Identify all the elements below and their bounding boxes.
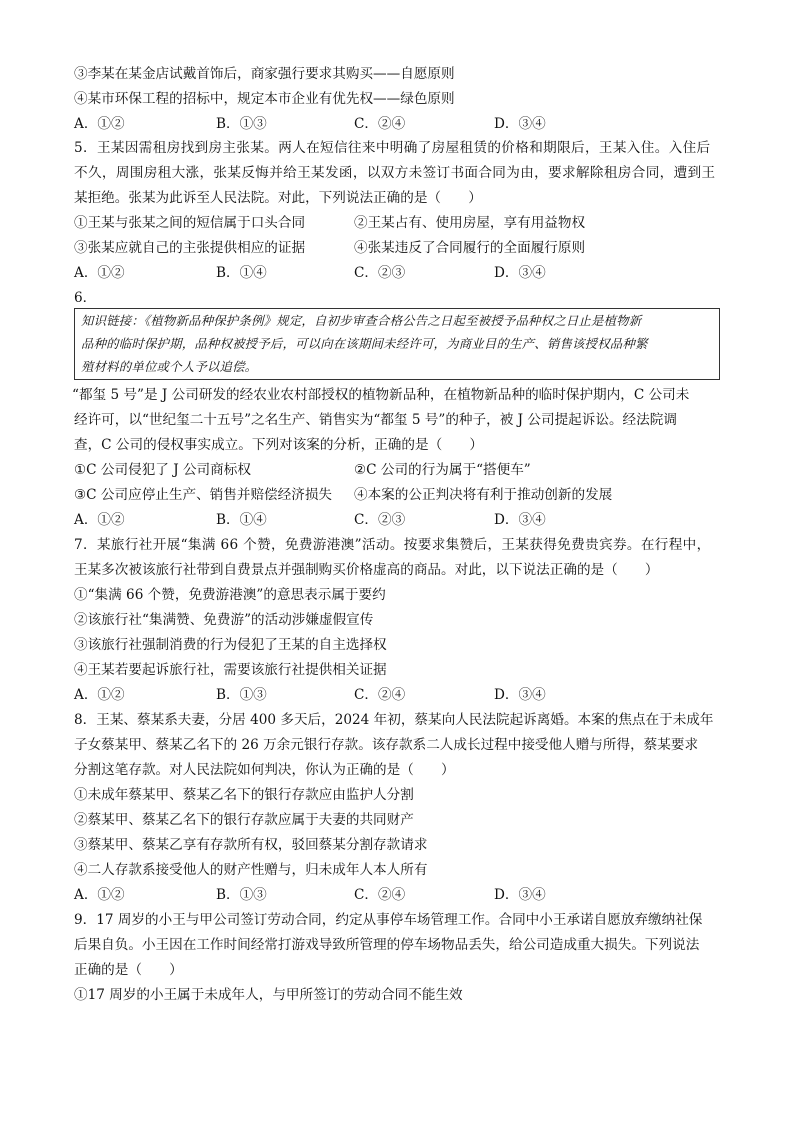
choice-c: C．②④ — [354, 887, 406, 903]
choice-d: D．③④ — [494, 265, 546, 281]
q5-option-4: ④张某违反了合同履行的全面履行原则 — [354, 240, 586, 256]
q8-stem-line-2: 子女蔡某甲、蔡某乙名下的 26 万余元银行存款。该存款系二人成长过程中接受他人赠与所得，蔡某要求 — [74, 737, 699, 753]
choice-c: C．②③ — [354, 265, 406, 281]
q6-stem-line-2: 经许可，以“世纪玺二十五号”之名生产、销售实为“都玺 5 号”的种子，被 J 公司提起诉讼。经法院调 — [74, 412, 677, 428]
choice-c: C．②④ — [354, 116, 406, 132]
choice-a: A．①② — [74, 265, 125, 281]
choice-b: B．①③ — [216, 687, 267, 703]
q7-option-4: ④王某若要起诉旅行社，需要该旅行社提供相关证据 — [74, 662, 387, 678]
choice-b: B．①④ — [216, 265, 267, 281]
q5-option-1: ①王某与张某之间的短信属于口头合同 — [74, 215, 306, 231]
choice-a: A．①② — [74, 116, 125, 132]
q5-stem-line-2: 不久，周围房租大涨，张某反悔并给王某发函，以双方未签订书面合同为由，要求解除租房合同，遭到王 — [74, 165, 716, 181]
knowledge-line-1: 知识链接：《植物新品种保护条例》规定，自初步审查合格公告之日起至被授予品种权之日止是植物新 — [81, 313, 642, 328]
choice-d: D．③④ — [494, 887, 546, 903]
q8-option-4: ④二人存款系接受他人的财产性赠与，归未成年人本人所有 — [74, 862, 428, 878]
knowledge-line-3: 殖材料的单位或个人予以追偿。 — [81, 359, 258, 374]
q9-stem-line-1: 9．17 周岁的小王与甲公司签订劳动合同，约定从事停车场管理工作。合同中小王承诺自愿放弃缴纳社保 — [74, 912, 703, 928]
q5-option-3: ③张某应就自己的主张提供相应的证据 — [74, 240, 306, 256]
choice-d: D．③④ — [494, 512, 546, 528]
q9-stem-line-3: 正确的是（ ） — [74, 962, 183, 978]
choice-c: C．②④ — [354, 687, 406, 703]
q7-option-2: ②该旅行社“集满赞、免费游”的活动涉嫌虚假宣传 — [74, 612, 374, 628]
q9-option-1: ①17 周岁的小王属于未成年人，与甲所签订的劳动合同不能生效 — [74, 987, 463, 1003]
knowledge-box — [74, 308, 720, 380]
q6-option-1: ①C 公司侵犯了 J 公司商标权 — [74, 462, 251, 478]
q6-stem-line-1: “都玺 5 号”是 J 公司研发的经农业农村部授权的植物新品种，在植物新品种的临时保护期内，C 公司未 — [72, 387, 690, 403]
q7-option-1: ①“集满 66 个赞，免费游港澳”的意思表示属于要约 — [74, 587, 386, 603]
choice-b: B．①③ — [216, 887, 267, 903]
q9-stem-line-2: 后果自负。小王因在工作时间经常打游戏导致所管理的停车场物品丢失，给公司造成重大损失。下列说法 — [74, 937, 700, 953]
q8-option-3: ③蔡某甲、蔡某乙享有存款所有权，驳回蔡某分割存款请求 — [74, 837, 428, 853]
choice-a: A．①② — [74, 887, 125, 903]
q4-option-4: ④某市环保工程的招标中，规定本市企业有优先权——绿色原则 — [74, 91, 455, 107]
choice-a: A．①② — [74, 512, 125, 528]
q6-option-2: ②C 公司的行为属于“搭便车” — [354, 462, 531, 478]
q8-option-2: ②蔡某甲、蔡某乙名下的银行存款应属于夫妻的共同财产 — [74, 812, 414, 828]
q6-number: 6． — [74, 290, 97, 306]
q4-option-3: ③李某在某金店试戴首饰后，商家强行要求其购买——自愿原则 — [74, 66, 455, 82]
choice-c: C．②③ — [354, 512, 406, 528]
choice-a: A．①② — [74, 687, 125, 703]
q7-stem-line-2: 王某多次被该旅行社带到自费景点并强制购买价格虚高的商品。对此，以下说法正确的是（ ） — [74, 562, 659, 578]
choice-d: D．③④ — [494, 116, 546, 132]
q6-option-4: ④本案的公正判决将有利于推动创新的发展 — [354, 487, 613, 503]
q8-stem-line-3: 分割这笔存款。对人民法院如何判决，你认为正确的是（ ） — [74, 762, 455, 778]
q8-stem-line-1: 8．王某、蔡某系夫妻，分居 400 多天后，2024 年初，蔡某向人民法院起诉离婚。本案的焦点在于未成年 — [74, 712, 714, 728]
q5-option-2: ②王某占有、使用房屋，享有用益物权 — [354, 215, 586, 231]
q7-option-3: ③该旅行社强制消费的行为侵犯了王某的自主选择权 — [74, 637, 387, 653]
q5-stem-line-1: 5．王某因需租房找到房主张某。两人在短信往来中明确了房屋租赁的价格和期限后，王某入住。入住后 — [74, 140, 711, 156]
knowledge-line-2: 品种的临时保护期，品种权被授予后，可以向在该期间未经许可，为商业目的生产、销售该授权品种繁 — [81, 336, 648, 351]
q8-option-1: ①未成年蔡某甲、蔡某乙名下的银行存款应由监护人分割 — [74, 787, 414, 803]
q6-option-3: ③C 公司应停止生产、销售并赔偿经济损失 — [74, 487, 333, 503]
choice-b: B．①④ — [216, 512, 267, 528]
q7-stem-line-1: 7．某旅行社开展“集满 66 个赞，免费游港澳”活动。按要求集赞后，王某获得免费贵宾券。在行程中， — [74, 537, 711, 553]
q6-stem-line-3: 查，C 公司的侵权事实成立。下列对该案的分析，正确的是（ ） — [74, 437, 483, 453]
choice-b: B．①③ — [216, 116, 267, 132]
q5-stem-line-3: 某拒绝。张某为此诉至人民法院。对此，下列说法正确的是（ ） — [74, 190, 482, 206]
choice-d: D．③④ — [494, 687, 546, 703]
